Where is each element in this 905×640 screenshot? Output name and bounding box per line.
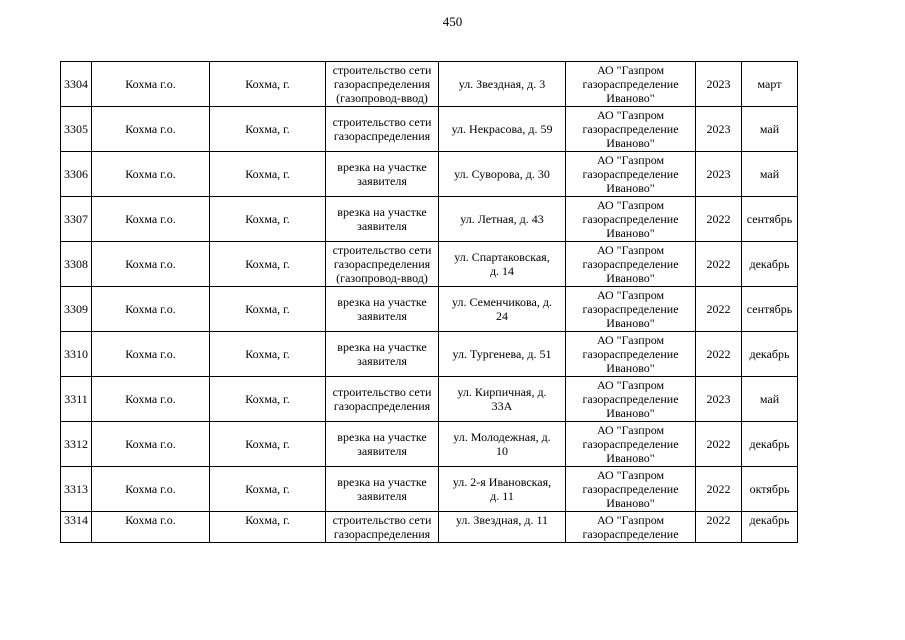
work-type-cell-text: врезка на участке заявителя — [337, 340, 427, 368]
row-number-cell — [61, 512, 92, 543]
work-type-cell-text: строительство сети газораспределения (газопровод-ввод) — [332, 243, 432, 285]
work-type-cell-text: строительство сети газораспределения — [332, 115, 432, 143]
year-cell — [696, 197, 742, 242]
month-cell — [742, 377, 798, 422]
year-cell-text: 2023 — [706, 77, 731, 91]
row-number-cell — [61, 242, 92, 287]
work-type-cell — [326, 467, 439, 512]
address-cell — [439, 62, 566, 107]
municipality-cell — [92, 107, 210, 152]
row-number-cell — [61, 107, 92, 152]
year-cell-text: 2023 — [706, 392, 731, 406]
work-type-cell — [326, 242, 439, 287]
locality-cell — [210, 377, 326, 422]
municipality-cell-text: Кохма г.о. — [125, 392, 176, 406]
organization-cell-text: АО "Газпром газораспределение Иваново" — [582, 333, 679, 375]
address-cell — [439, 422, 566, 467]
municipality-cell-text: Кохма г.о. — [125, 77, 176, 91]
row-number-cell — [61, 332, 92, 377]
table-row — [61, 332, 798, 377]
municipality-cell-text: Кохма г.о. — [125, 437, 176, 451]
month-cell-text: март — [757, 77, 782, 91]
municipality-cell — [92, 152, 210, 197]
municipality-cell-text: Кохма г.о. — [125, 212, 176, 226]
address-cell — [439, 242, 566, 287]
year-cell — [696, 107, 742, 152]
organization-cell-text: АО "Газпром газораспределение Иваново" — [582, 108, 679, 150]
municipality-cell-text: Кохма г.о. — [125, 257, 176, 271]
month-cell-text: май — [759, 122, 780, 136]
row-number-cell-text: 3311 — [64, 392, 88, 406]
table-row — [61, 152, 798, 197]
year-cell — [696, 377, 742, 422]
year-cell-text: 2022 — [706, 257, 731, 271]
municipality-cell-text: Кохма г.о. — [125, 302, 176, 316]
year-cell — [696, 242, 742, 287]
row-number-cell-text: 3313 — [64, 482, 88, 496]
table-row — [61, 377, 798, 422]
locality-cell-text: Кохма, г. — [245, 392, 290, 406]
month-cell — [742, 332, 798, 377]
table-row — [61, 287, 798, 332]
year-cell — [696, 152, 742, 197]
table-row — [61, 107, 798, 152]
year-cell — [696, 422, 742, 467]
organization-cell-text: АО "Газпром газораспределение Иваново" — [582, 198, 679, 240]
table-row — [61, 512, 798, 543]
month-cell — [742, 467, 798, 512]
row-number-cell — [61, 152, 92, 197]
month-cell-text: декабрь — [749, 257, 790, 271]
address-cell-text: ул. Звездная, д. 11 — [455, 513, 549, 527]
locality-cell-text: Кохма, г. — [245, 482, 290, 496]
table-row — [61, 422, 798, 467]
organization-cell-text: АО "Газпром газораспределение Иваново" — [582, 468, 679, 510]
municipality-cell — [92, 287, 210, 332]
locality-cell-text: Кохма, г. — [245, 212, 290, 226]
municipality-cell-text: Кохма г.о. — [125, 167, 176, 181]
work-type-cell-text: строительство сети газораспределения — [332, 513, 432, 541]
row-number-cell-text: 3312 — [64, 437, 88, 451]
work-type-cell-text: строительство сети газораспределения (газопровод-ввод) — [332, 63, 432, 105]
address-cell — [439, 107, 566, 152]
organization-cell — [566, 107, 696, 152]
month-cell — [742, 242, 798, 287]
organization-cell — [566, 467, 696, 512]
row-number-cell — [61, 62, 92, 107]
row-number-cell — [61, 377, 92, 422]
month-cell-text: октябрь — [749, 482, 790, 496]
year-cell-text: 2022 — [706, 302, 731, 316]
year-cell-text: 2022 — [706, 482, 731, 496]
organization-cell-text: АО "Газпром газораспределение Иваново" — [582, 288, 679, 330]
organization-cell — [566, 377, 696, 422]
month-cell — [742, 287, 798, 332]
year-cell-text: 2023 — [706, 122, 731, 136]
locality-cell — [210, 242, 326, 287]
address-cell-text: ул. Некрасова, д. 59 — [451, 122, 553, 136]
locality-cell-text: Кохма, г. — [245, 257, 290, 271]
month-cell-text: сентябрь — [746, 212, 793, 226]
municipality-cell-text: Кохма г.о. — [125, 122, 176, 136]
organization-cell — [566, 422, 696, 467]
row-number-cell — [61, 422, 92, 467]
month-cell — [742, 422, 798, 467]
address-cell-text: ул. Кирпичная, д. 33А — [457, 385, 547, 413]
month-cell — [742, 152, 798, 197]
year-cell-text: 2022 — [706, 513, 731, 527]
work-type-cell-text: врезка на участке заявителя — [337, 160, 427, 188]
gas-connection-table — [60, 61, 798, 543]
year-cell-text: 2022 — [706, 212, 731, 226]
organization-cell-text: АО "Газпром газораспределение Иваново" — [582, 153, 679, 195]
address-cell — [439, 197, 566, 242]
month-cell-text: декабрь — [749, 513, 790, 527]
address-cell-text: ул. Семенчикова, д. 24 — [452, 295, 552, 323]
work-type-cell — [326, 287, 439, 332]
municipality-cell-text: Кохма г.о. — [125, 513, 176, 527]
work-type-cell — [326, 512, 439, 543]
work-type-cell-text: врезка на участке заявителя — [337, 430, 427, 458]
address-cell — [439, 152, 566, 197]
row-number-cell — [61, 467, 92, 512]
work-type-cell — [326, 197, 439, 242]
municipality-cell — [92, 332, 210, 377]
address-cell-text: ул. 2-я Ивановская, д. 11 — [452, 475, 552, 503]
address-cell — [439, 377, 566, 422]
row-number-cell-text: 3314 — [64, 513, 88, 527]
organization-cell — [566, 197, 696, 242]
row-number-cell-text: 3310 — [64, 347, 88, 361]
work-type-cell — [326, 62, 439, 107]
locality-cell-text: Кохма, г. — [245, 513, 290, 527]
municipality-cell — [92, 512, 210, 543]
locality-cell-text: Кохма, г. — [245, 77, 290, 91]
year-cell — [696, 287, 742, 332]
locality-cell — [210, 512, 326, 543]
locality-cell-text: Кохма, г. — [245, 347, 290, 361]
address-cell-text: ул. Летная, д. 43 — [460, 212, 544, 226]
address-cell-text: ул. Звездная, д. 3 — [458, 77, 546, 91]
address-cell — [439, 332, 566, 377]
table-row — [61, 467, 798, 512]
row-number-cell — [61, 197, 92, 242]
row-number-cell — [61, 287, 92, 332]
organization-cell-text: АО "Газпром газораспределение — [582, 513, 679, 541]
row-number-cell-text: 3305 — [64, 122, 88, 136]
row-number-cell-text: 3304 — [64, 77, 88, 91]
work-type-cell — [326, 107, 439, 152]
month-cell-text: декабрь — [749, 437, 790, 451]
month-cell — [742, 512, 798, 543]
address-cell — [439, 287, 566, 332]
work-type-cell-text: врезка на участке заявителя — [337, 475, 427, 503]
organization-cell-text: АО "Газпром газораспределение Иваново" — [582, 378, 679, 420]
month-cell — [742, 197, 798, 242]
row-number-cell-text: 3308 — [64, 257, 88, 271]
address-cell-text: ул. Спартаковская, д. 14 — [454, 250, 550, 278]
locality-cell-text: Кохма, г. — [245, 437, 290, 451]
municipality-cell — [92, 62, 210, 107]
month-cell-text: сентябрь — [746, 302, 793, 316]
month-cell-text: декабрь — [749, 347, 790, 361]
organization-cell-text: АО "Газпром газораспределение Иваново" — [582, 423, 679, 465]
month-cell — [742, 107, 798, 152]
month-cell-text: май — [759, 167, 780, 181]
address-cell — [439, 467, 566, 512]
work-type-cell — [326, 332, 439, 377]
address-cell — [439, 512, 566, 543]
table-row — [61, 62, 798, 107]
municipality-cell — [92, 242, 210, 287]
work-type-cell-text: врезка на участке заявителя — [337, 295, 427, 323]
work-type-cell — [326, 422, 439, 467]
year-cell — [696, 467, 742, 512]
work-type-cell — [326, 152, 439, 197]
locality-cell-text: Кохма, г. — [245, 167, 290, 181]
row-number-cell-text: 3307 — [64, 212, 88, 226]
table-row — [61, 197, 798, 242]
address-cell-text: ул. Тургенева, д. 51 — [452, 347, 552, 361]
work-type-cell-text: врезка на участке заявителя — [337, 205, 427, 233]
organization-cell-text: АО "Газпром газораспределение Иваново" — [582, 63, 679, 105]
organization-cell — [566, 242, 696, 287]
municipality-cell — [92, 377, 210, 422]
locality-cell — [210, 287, 326, 332]
organization-cell — [566, 62, 696, 107]
locality-cell — [210, 152, 326, 197]
locality-cell — [210, 62, 326, 107]
page-number: 450 — [442, 14, 463, 29]
municipality-cell — [92, 197, 210, 242]
work-type-cell-text: строительство сети газораспределения — [332, 385, 432, 413]
locality-cell-text: Кохма, г. — [245, 302, 290, 316]
year-cell — [696, 332, 742, 377]
locality-cell — [210, 197, 326, 242]
locality-cell-text: Кохма, г. — [245, 122, 290, 136]
municipality-cell-text: Кохма г.о. — [125, 482, 176, 496]
year-cell — [696, 62, 742, 107]
municipality-cell-text: Кохма г.о. — [125, 347, 176, 361]
table-row — [61, 242, 798, 287]
organization-cell — [566, 287, 696, 332]
year-cell-text: 2023 — [706, 167, 731, 181]
year-cell-text: 2022 — [706, 437, 731, 451]
year-cell-text: 2022 — [706, 347, 731, 361]
locality-cell — [210, 467, 326, 512]
row-number-cell-text: 3309 — [64, 302, 88, 316]
organization-cell — [566, 512, 696, 543]
year-cell — [696, 512, 742, 543]
address-cell-text: ул. Суворова, д. 30 — [454, 167, 550, 181]
month-cell — [742, 62, 798, 107]
locality-cell — [210, 422, 326, 467]
organization-cell — [566, 332, 696, 377]
locality-cell — [210, 107, 326, 152]
address-cell-text: ул. Молодежная, д. 10 — [453, 430, 551, 458]
locality-cell — [210, 332, 326, 377]
organization-cell-text: АО "Газпром газораспределение Иваново" — [582, 243, 679, 285]
row-number-cell-text: 3306 — [64, 167, 88, 181]
organization-cell — [566, 152, 696, 197]
month-cell-text: май — [759, 392, 780, 406]
work-type-cell — [326, 377, 439, 422]
municipality-cell — [92, 467, 210, 512]
municipality-cell — [92, 422, 210, 467]
